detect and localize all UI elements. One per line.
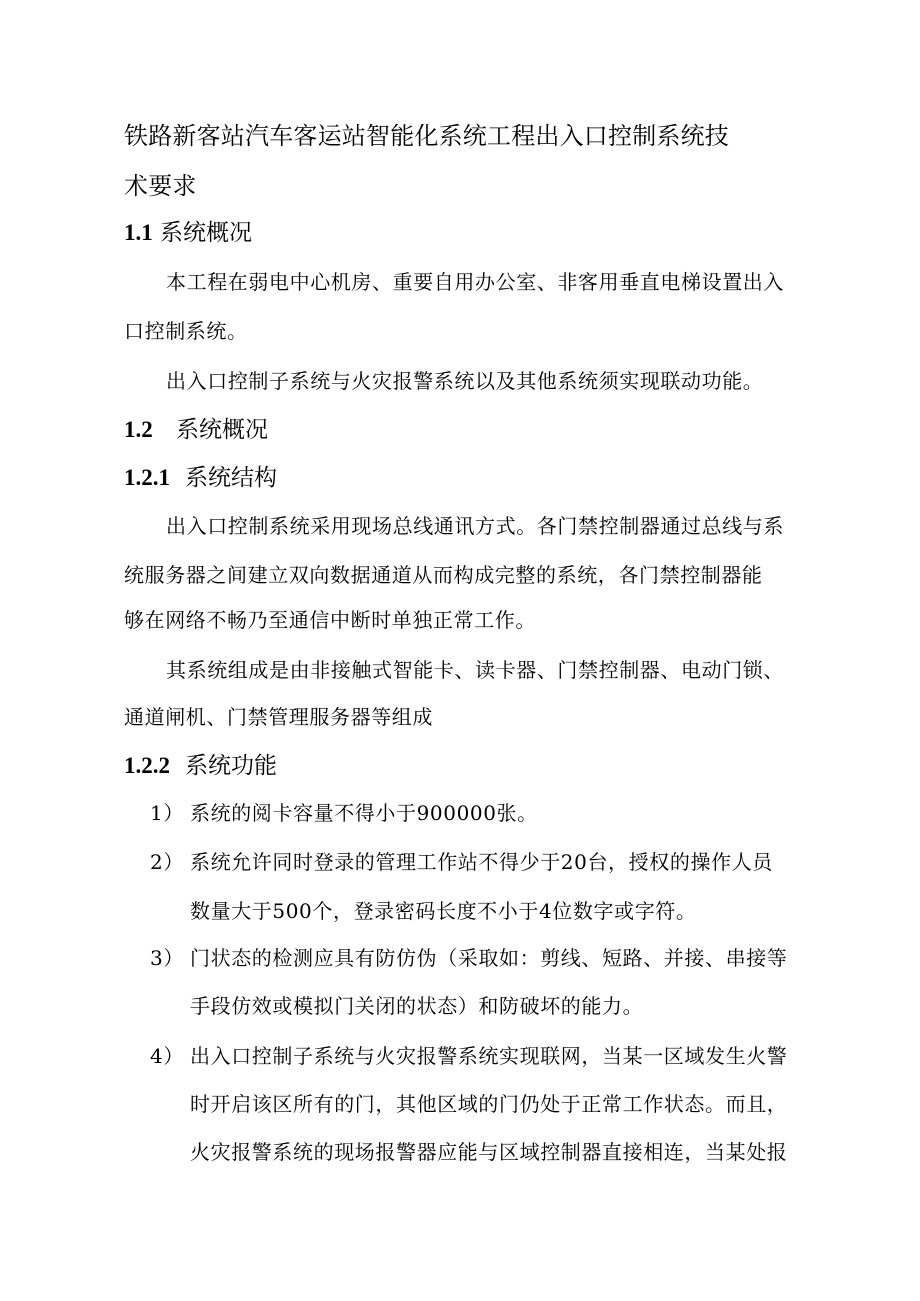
- paragraph-line: 通道闸机、门禁管理服务器等组成: [124, 705, 433, 729]
- section-number: 1.2.1: [124, 465, 170, 490]
- paragraph-line: 其系统组成是由非接触式智能卡、读卡器、门禁控制器、电动门锁、: [166, 658, 784, 682]
- list-item-line: 数量大于500个，登录密码长度不小于4位数字或字符。: [190, 899, 697, 923]
- list-item-marker: 1）: [150, 801, 184, 825]
- section-title: 系统概况: [176, 417, 268, 443]
- list-item-line: 门状态的检测应具有防仿伪（采取如：剪线、短路、并接、串接等: [190, 946, 788, 970]
- section-1-2-1-heading: [124, 466, 277, 490]
- section-title: 系统功能: [185, 753, 277, 779]
- list-item-line: 手段仿效或模拟门关闭的状态）和防破坏的能力。: [190, 994, 644, 1018]
- list-item-line: 系统的阅卡容量不得小于900000张。: [190, 801, 538, 825]
- section-number: 1.2.2: [124, 753, 170, 778]
- document-title-line-2: 术要求: [124, 172, 197, 200]
- paragraph-line: 出入口控制子系统与火灾报警系统以及其他系统须实现联动功能。: [166, 369, 764, 393]
- list-item-marker: 3）: [150, 946, 184, 970]
- paragraph-line: 口控制系统。: [124, 319, 248, 343]
- document-title-line-1: 铁路新客站汽车客运站智能化系统工程出入口控制系统技: [124, 122, 729, 150]
- list-item-marker: 2）: [150, 850, 184, 874]
- list-item-line: 出入口控制子系统与火灾报警系统实现联网，当某一区域发生火警: [190, 1044, 788, 1068]
- section-title: 系统结构: [185, 465, 277, 491]
- section-1-1-heading: [124, 221, 252, 245]
- list-item-line: 火灾报警系统的现场报警器应能与区域控制器直接相连，当某处报: [190, 1140, 788, 1164]
- paragraph-line: 统服务器之间建立双向数据通道从而构成完整的系统，各门禁控制器能: [124, 563, 763, 587]
- paragraph-line: 够在网络不畅乃至通信中断时单独正常工作。: [124, 608, 536, 632]
- section-number: 1.1: [124, 220, 153, 245]
- section-1-2-2-heading: [124, 754, 277, 778]
- list-item-line: 时开启该区所有的门，其他区域的门仍处于正常工作状态。而且，: [190, 1092, 788, 1116]
- section-title: 系统概况: [160, 220, 252, 246]
- paragraph-line: 本工程在弱电中心机房、重要自用办公室、非客用垂直电梯设置出入: [166, 270, 784, 294]
- section-number: 1.2: [124, 417, 153, 442]
- list-item-marker: 4）: [150, 1044, 184, 1068]
- list-item-line: 系统允许同时登录的管理工作站不得少于20台，授权的操作人员: [190, 850, 773, 874]
- section-1-2-heading: [124, 418, 268, 442]
- paragraph-line: 出入口控制系统采用现场总线通讯方式。各门禁控制器通过总线与系: [166, 514, 784, 538]
